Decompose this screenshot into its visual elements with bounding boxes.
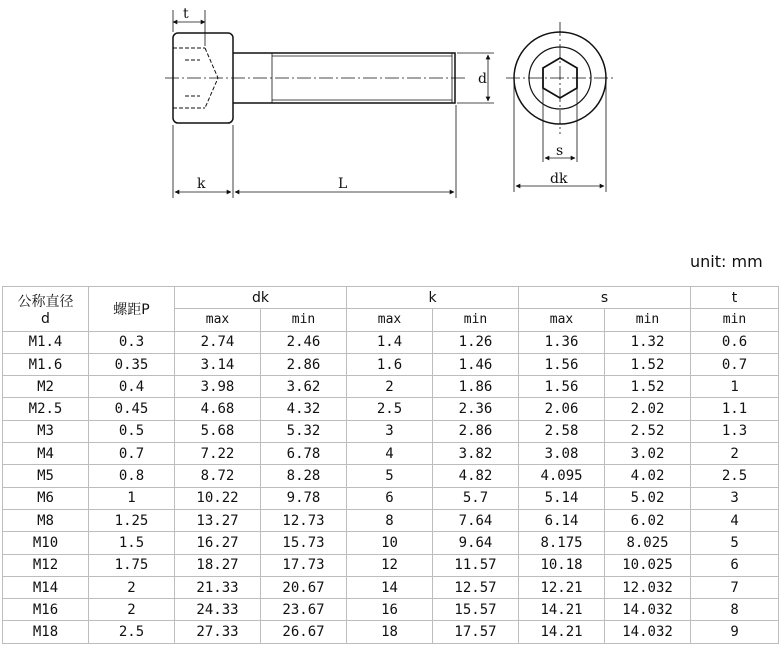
dim-label-d: d <box>478 71 487 87</box>
table-cell: 2.06 <box>519 398 605 420</box>
header-dk-min: min <box>261 309 347 331</box>
table-cell: 1.3 <box>691 420 779 442</box>
table-cell: 18.27 <box>175 554 261 576</box>
dim-label-k: k <box>197 176 206 192</box>
table-cell: 8.28 <box>261 465 347 487</box>
table-cell: 0.8 <box>89 465 175 487</box>
table-row <box>3 420 779 442</box>
table-cell: 3.98 <box>175 376 261 398</box>
table-cell: 1.26 <box>433 331 519 353</box>
table-cell: 12.032 <box>605 576 691 598</box>
table-cell: 9.78 <box>261 487 347 509</box>
table-cell: 6.02 <box>605 509 691 531</box>
table-row <box>3 487 779 509</box>
table-cell: 5.68 <box>175 420 261 442</box>
table-cell: 2.02 <box>605 398 691 420</box>
table-cell: 4.095 <box>519 465 605 487</box>
table-cell: 6.14 <box>519 509 605 531</box>
unit-note: unit: mm <box>690 252 763 271</box>
table-cell: M2.5 <box>3 398 89 420</box>
table-row <box>3 621 779 643</box>
table-cell: 8 <box>347 509 433 531</box>
table-cell: 12.21 <box>519 576 605 598</box>
header-dk: dk <box>175 287 347 309</box>
table-cell: 0.3 <box>89 331 175 353</box>
table-body <box>3 331 779 643</box>
table-cell: 13.27 <box>175 509 261 531</box>
table-cell: 1.52 <box>605 376 691 398</box>
table-cell: 8.72 <box>175 465 261 487</box>
table-cell: 5 <box>347 465 433 487</box>
table-cell: 12 <box>347 554 433 576</box>
table-cell: 9 <box>691 621 779 643</box>
table-cell: 3 <box>347 420 433 442</box>
table-cell: 4.02 <box>605 465 691 487</box>
table-cell: 0.5 <box>89 420 175 442</box>
table-cell: 10.22 <box>175 487 261 509</box>
header-nominal-diameter <box>3 287 89 332</box>
table-cell: 14.21 <box>519 621 605 643</box>
table-cell: 2.86 <box>433 420 519 442</box>
table-cell: 1.75 <box>89 554 175 576</box>
table-row <box>3 509 779 531</box>
table-cell: M18 <box>3 621 89 643</box>
table-cell: 18 <box>347 621 433 643</box>
table-cell: 16 <box>347 599 433 621</box>
table-cell: M6 <box>3 487 89 509</box>
table-cell: M4 <box>3 443 89 465</box>
table-row <box>3 331 779 353</box>
table-cell: 0.4 <box>89 376 175 398</box>
table-cell: 24.33 <box>175 599 261 621</box>
table-cell: 1.56 <box>519 353 605 375</box>
table-row <box>3 576 779 598</box>
table-cell: 1.5 <box>89 532 175 554</box>
table-cell: M5 <box>3 465 89 487</box>
table-cell: 1.4 <box>347 331 433 353</box>
header-k-max: max <box>347 309 433 331</box>
header-dk-max: max <box>175 309 261 331</box>
table-cell: M1.4 <box>3 331 89 353</box>
table-cell: 0.6 <box>691 331 779 353</box>
table-cell: 1.52 <box>605 353 691 375</box>
table-cell: 2.36 <box>433 398 519 420</box>
header-t-min: min <box>691 309 779 331</box>
dim-label-s: s <box>556 143 564 159</box>
table-cell: 10.18 <box>519 554 605 576</box>
table-cell: 0.7 <box>89 443 175 465</box>
header-s-max: max <box>519 309 605 331</box>
table-cell: 2.46 <box>261 331 347 353</box>
table-cell: 3.08 <box>519 443 605 465</box>
table-cell: 7.22 <box>175 443 261 465</box>
table-cell: 1.56 <box>519 376 605 398</box>
table-cell: 1 <box>89 487 175 509</box>
table-cell: 5.02 <box>605 487 691 509</box>
table-cell: 1.6 <box>347 353 433 375</box>
table-cell: M10 <box>3 532 89 554</box>
screw-side-view <box>165 33 465 123</box>
table-cell: 26.67 <box>261 621 347 643</box>
table-cell: 5.7 <box>433 487 519 509</box>
table-cell: 1.25 <box>89 509 175 531</box>
table-cell: 4.82 <box>433 465 519 487</box>
table-cell: 6.78 <box>261 443 347 465</box>
table-cell: M8 <box>3 509 89 531</box>
table-cell: 2 <box>691 443 779 465</box>
header-k: k <box>347 287 519 309</box>
table-cell: 2.74 <box>175 331 261 353</box>
dimension-table <box>2 286 779 644</box>
table-row <box>3 465 779 487</box>
table-cell: 7.64 <box>433 509 519 531</box>
table-cell: 3.14 <box>175 353 261 375</box>
table-cell: M2 <box>3 376 89 398</box>
table-cell: 27.33 <box>175 621 261 643</box>
table-cell: 3.82 <box>433 443 519 465</box>
table-cell: 1.1 <box>691 398 779 420</box>
side-view-dimensions <box>173 10 494 198</box>
header-pitch: 螺距P <box>89 287 175 332</box>
table-cell: 0.35 <box>89 353 175 375</box>
table-row <box>3 599 779 621</box>
table-cell: 9.64 <box>433 532 519 554</box>
table-row <box>3 532 779 554</box>
table-cell: 4 <box>691 509 779 531</box>
table-cell: 6 <box>691 554 779 576</box>
table-cell: 6 <box>347 487 433 509</box>
table-cell: 21.33 <box>175 576 261 598</box>
table-cell: 2.5 <box>691 465 779 487</box>
table-cell: 0.7 <box>691 353 779 375</box>
table-cell: 12.73 <box>261 509 347 531</box>
table-cell: 15.57 <box>433 599 519 621</box>
table-cell: 2 <box>347 376 433 398</box>
table-cell: 23.67 <box>261 599 347 621</box>
table-cell: 2.52 <box>605 420 691 442</box>
screw-end-view <box>506 22 616 134</box>
table-row <box>3 376 779 398</box>
table-cell: 2 <box>89 599 175 621</box>
table-cell: 2.86 <box>261 353 347 375</box>
table-cell: 1.36 <box>519 331 605 353</box>
table-row <box>3 353 779 375</box>
table-cell: 2.58 <box>519 420 605 442</box>
table-cell: 0.45 <box>89 398 175 420</box>
table-cell: 1.32 <box>605 331 691 353</box>
table-cell: 15.73 <box>261 532 347 554</box>
header-nominal-diameter-label: 公称直径 <box>17 293 74 310</box>
header-nominal-diameter-symbol: d <box>41 310 50 327</box>
table-row <box>3 443 779 465</box>
table-cell: 5 <box>691 532 779 554</box>
dim-label-dk: dk <box>550 171 568 187</box>
table-cell: M1.6 <box>3 353 89 375</box>
table-cell: 1.46 <box>433 353 519 375</box>
table-cell: 17.73 <box>261 554 347 576</box>
table-cell: 5.32 <box>261 420 347 442</box>
table-cell: 2.5 <box>347 398 433 420</box>
table-cell: 10 <box>347 532 433 554</box>
table-cell: 16.27 <box>175 532 261 554</box>
table-cell: 5.14 <box>519 487 605 509</box>
table-cell: 14 <box>347 576 433 598</box>
table-cell: 3 <box>691 487 779 509</box>
screw-drawing <box>0 0 782 240</box>
header-t: t <box>691 287 779 309</box>
table-cell: 4.68 <box>175 398 261 420</box>
table-cell: 8 <box>691 599 779 621</box>
table-cell: 7 <box>691 576 779 598</box>
table-cell: 17.57 <box>433 621 519 643</box>
table-cell: 1 <box>691 376 779 398</box>
table-cell: M14 <box>3 576 89 598</box>
header-k-min: min <box>433 309 519 331</box>
table-cell: 8.025 <box>605 532 691 554</box>
table-cell: 8.175 <box>519 532 605 554</box>
table-cell: 3.02 <box>605 443 691 465</box>
table-cell: 20.67 <box>261 576 347 598</box>
dim-label-L: L <box>338 176 348 192</box>
header-s: s <box>519 287 691 309</box>
table-cell: 1.86 <box>433 376 519 398</box>
table-cell: 4.32 <box>261 398 347 420</box>
dim-label-t: t <box>183 6 189 22</box>
table-cell: 4 <box>347 443 433 465</box>
table-cell: 2.5 <box>89 621 175 643</box>
header-s-min: min <box>605 309 691 331</box>
table-cell: 3.62 <box>261 376 347 398</box>
table-cell: M12 <box>3 554 89 576</box>
table-cell: M16 <box>3 599 89 621</box>
table-cell: 2 <box>89 576 175 598</box>
table-row <box>3 554 779 576</box>
table-cell: 10.025 <box>605 554 691 576</box>
table-cell: M3 <box>3 420 89 442</box>
table-header-row <box>3 287 779 309</box>
table-cell: 11.57 <box>433 554 519 576</box>
table-row <box>3 398 779 420</box>
table-cell: 14.21 <box>519 599 605 621</box>
table-cell: 12.57 <box>433 576 519 598</box>
table-cell: 14.032 <box>605 621 691 643</box>
table-cell: 14.032 <box>605 599 691 621</box>
